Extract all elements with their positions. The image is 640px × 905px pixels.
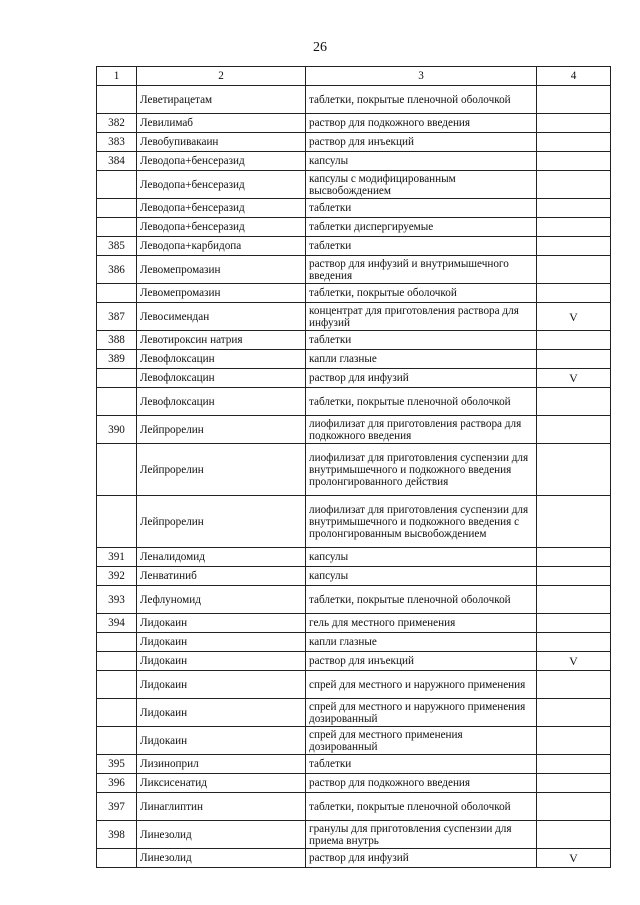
drug-name-cell: Ленватиниб: [137, 567, 306, 586]
table-row: [97, 388, 611, 416]
header-col-4: 4: [537, 67, 611, 86]
mark-cell: [537, 699, 611, 727]
row-number-cell: [97, 171, 137, 199]
dosage-form-cell: лиофилизат для приготовления суспензии для внутримышечного и подкожного введения пролонгированного действия: [306, 444, 537, 496]
drug-table: [96, 66, 611, 868]
mark-cell: [537, 496, 611, 548]
drug-name-cell: Лидокаин: [137, 727, 306, 755]
row-number-cell: 395: [97, 755, 137, 774]
row-number-cell: [97, 671, 137, 699]
table-row: [97, 755, 611, 774]
row-number-cell: 387: [97, 303, 137, 331]
mark-cell: [537, 86, 611, 114]
drug-name-cell: Лидокаин: [137, 633, 306, 652]
mark-cell: [537, 152, 611, 171]
dosage-form-cell: раствор для инъекций: [306, 652, 537, 671]
page-number: 26: [313, 40, 327, 55]
mark-cell: [537, 755, 611, 774]
dosage-form-cell: гель для местного применения: [306, 614, 537, 633]
mark-cell: [537, 416, 611, 444]
drug-name-cell: Левомепромазин: [137, 256, 306, 284]
dosage-form-cell: таблетки, покрытые пленочной оболочкой: [306, 86, 537, 114]
mark-cell: [537, 331, 611, 350]
row-number-cell: [97, 849, 137, 868]
drug-name-cell: Лефлуномид: [137, 586, 306, 614]
table-row: [97, 199, 611, 218]
dosage-form-cell: таблетки диспергируемые: [306, 218, 537, 237]
row-number-cell: [97, 633, 137, 652]
drug-name-cell: Лейпрорелин: [137, 416, 306, 444]
drug-name-cell: Леводопа+бенсеразид: [137, 199, 306, 218]
table-header-row: [97, 67, 611, 86]
row-number-cell: [97, 444, 137, 496]
mark-cell: V: [537, 652, 611, 671]
dosage-form-cell: таблетки: [306, 331, 537, 350]
drug-name-cell: Линаглиптин: [137, 793, 306, 821]
drug-name-cell: Левобупивакаин: [137, 133, 306, 152]
drug-name-cell: Леналидомид: [137, 548, 306, 567]
table-row: [97, 350, 611, 369]
row-number-cell: [97, 199, 137, 218]
table-row: [97, 171, 611, 199]
row-number-cell: 393: [97, 586, 137, 614]
drug-name-cell: Леветирацетам: [137, 86, 306, 114]
table-row: [97, 133, 611, 152]
table-row: [97, 86, 611, 114]
row-number-cell: 396: [97, 774, 137, 793]
mark-cell: V: [537, 303, 611, 331]
mark-cell: [537, 614, 611, 633]
drug-name-cell: Левотироксин натрия: [137, 331, 306, 350]
drug-name-cell: Левомепромазин: [137, 284, 306, 303]
mark-cell: [537, 774, 611, 793]
row-number-cell: [97, 284, 137, 303]
mark-cell: [537, 284, 611, 303]
dosage-form-cell: таблетки: [306, 199, 537, 218]
dosage-form-cell: спрей для местного и наружного применения дозированный: [306, 699, 537, 727]
row-number-cell: 390: [97, 416, 137, 444]
mark-cell: [537, 567, 611, 586]
row-number-cell: 389: [97, 350, 137, 369]
table-row: [97, 369, 611, 388]
dosage-form-cell: раствор для инъекций: [306, 133, 537, 152]
row-number-cell: [97, 699, 137, 727]
mark-cell: [537, 821, 611, 849]
table-row: [97, 633, 611, 652]
mark-cell: [537, 114, 611, 133]
drug-name-cell: Линезолид: [137, 821, 306, 849]
mark-cell: [537, 237, 611, 256]
drug-name-cell: Лидокаин: [137, 652, 306, 671]
row-number-cell: 384: [97, 152, 137, 171]
row-number-cell: 394: [97, 614, 137, 633]
drug-name-cell: Лейпрорелин: [137, 444, 306, 496]
dosage-form-cell: капли глазные: [306, 350, 537, 369]
row-number-cell: 383: [97, 133, 137, 152]
mark-cell: [537, 171, 611, 199]
mark-cell: [537, 133, 611, 152]
dosage-form-cell: лиофилизат для приготовления раствора для подкожного введения: [306, 416, 537, 444]
mark-cell: [537, 444, 611, 496]
dosage-form-cell: таблетки, покрытые пленочной оболочкой: [306, 586, 537, 614]
table-row: [97, 303, 611, 331]
dosage-form-cell: капсулы: [306, 548, 537, 567]
dosage-form-cell: раствор для подкожного введения: [306, 114, 537, 133]
row-number-cell: [97, 388, 137, 416]
drug-name-cell: Линезолид: [137, 849, 306, 868]
dosage-form-cell: таблетки, покрытые пленочной оболочкой: [306, 793, 537, 821]
row-number-cell: 388: [97, 331, 137, 350]
dosage-form-cell: гранулы для приготовления суспензии для приема внутрь: [306, 821, 537, 849]
drug-name-cell: Левофлоксацин: [137, 350, 306, 369]
row-number-cell: [97, 496, 137, 548]
dosage-form-cell: капсулы: [306, 152, 537, 171]
drug-name-cell: Лидокаин: [137, 699, 306, 727]
row-number-cell: 398: [97, 821, 137, 849]
header-col-1: 1: [97, 67, 137, 86]
header-col-2: 2: [137, 67, 306, 86]
dosage-form-cell: концентрат для приготовления раствора для инфузий: [306, 303, 537, 331]
row-number-cell: [97, 652, 137, 671]
mark-cell: [537, 388, 611, 416]
mark-cell: [537, 548, 611, 567]
dosage-form-cell: таблетки, покрытые пленочной оболочкой: [306, 388, 537, 416]
row-number-cell: 382: [97, 114, 137, 133]
mark-cell: [537, 727, 611, 755]
drug-name-cell: Леводопа+бенсеразид: [137, 171, 306, 199]
mark-cell: [537, 199, 611, 218]
row-number-cell: [97, 218, 137, 237]
row-number-cell: [97, 86, 137, 114]
header-col-3: 3: [306, 67, 537, 86]
table-row: [97, 256, 611, 284]
table-row: [97, 849, 611, 868]
drug-name-cell: Леводопа+бенсеразид: [137, 218, 306, 237]
dosage-form-cell: таблетки: [306, 755, 537, 774]
dosage-form-cell: лиофилизат для приготовления суспензии для внутримышечного и подкожного введения с пролонгированным высвобождением: [306, 496, 537, 548]
row-number-cell: [97, 727, 137, 755]
table-row: [97, 652, 611, 671]
dosage-form-cell: капсулы: [306, 567, 537, 586]
drug-name-cell: Лейпрорелин: [137, 496, 306, 548]
drug-name-cell: Левилимаб: [137, 114, 306, 133]
table-row: [97, 331, 611, 350]
row-number-cell: 391: [97, 548, 137, 567]
drug-name-cell: Левофлоксацин: [137, 388, 306, 416]
table-row: [97, 114, 611, 133]
mark-cell: [537, 218, 611, 237]
dosage-form-cell: капли глазные: [306, 633, 537, 652]
row-number-cell: 397: [97, 793, 137, 821]
mark-cell: [537, 633, 611, 652]
table-row: [97, 284, 611, 303]
drug-name-cell: Левофлоксацин: [137, 369, 306, 388]
mark-cell: [537, 671, 611, 699]
table-row: [97, 821, 611, 849]
table-row: [97, 699, 611, 727]
dosage-form-cell: таблетки: [306, 237, 537, 256]
row-number-cell: 385: [97, 237, 137, 256]
table-row: [97, 496, 611, 548]
dosage-form-cell: раствор для инфузий: [306, 369, 537, 388]
table-row: [97, 586, 611, 614]
row-number-cell: 386: [97, 256, 137, 284]
drug-name-cell: Ликсисенатид: [137, 774, 306, 793]
mark-cell: V: [537, 369, 611, 388]
table-row: [97, 614, 611, 633]
dosage-form-cell: раствор для подкожного введения: [306, 774, 537, 793]
drug-name-cell: Лидокаин: [137, 614, 306, 633]
dosage-form-cell: спрей для местного и наружного применения: [306, 671, 537, 699]
row-number-cell: [97, 369, 137, 388]
row-number-cell: 392: [97, 567, 137, 586]
dosage-form-cell: раствор для инфузий: [306, 849, 537, 868]
table-row: [97, 671, 611, 699]
table-row: [97, 218, 611, 237]
table-row: [97, 444, 611, 496]
table-row: [97, 548, 611, 567]
dosage-form-cell: спрей для местного применения дозированный: [306, 727, 537, 755]
table-row: [97, 416, 611, 444]
table-row: [97, 567, 611, 586]
table-row: [97, 727, 611, 755]
dosage-form-cell: раствор для инфузий и внутримышечного введения: [306, 256, 537, 284]
mark-cell: [537, 256, 611, 284]
drug-name-cell: Леводопа+бенсеразид: [137, 152, 306, 171]
dosage-form-cell: капсулы с модифицированным высвобождением: [306, 171, 537, 199]
table-row: [97, 793, 611, 821]
dosage-form-cell: таблетки, покрытые оболочкой: [306, 284, 537, 303]
table-row: [97, 774, 611, 793]
drug-name-cell: Лидокаин: [137, 671, 306, 699]
drug-name-cell: Леводопа+карбидопа: [137, 237, 306, 256]
table-row: [97, 237, 611, 256]
mark-cell: [537, 350, 611, 369]
drug-name-cell: Лизиноприл: [137, 755, 306, 774]
mark-cell: [537, 793, 611, 821]
mark-cell: [537, 586, 611, 614]
mark-cell: V: [537, 849, 611, 868]
table-row: [97, 152, 611, 171]
drug-name-cell: Левосимендан: [137, 303, 306, 331]
